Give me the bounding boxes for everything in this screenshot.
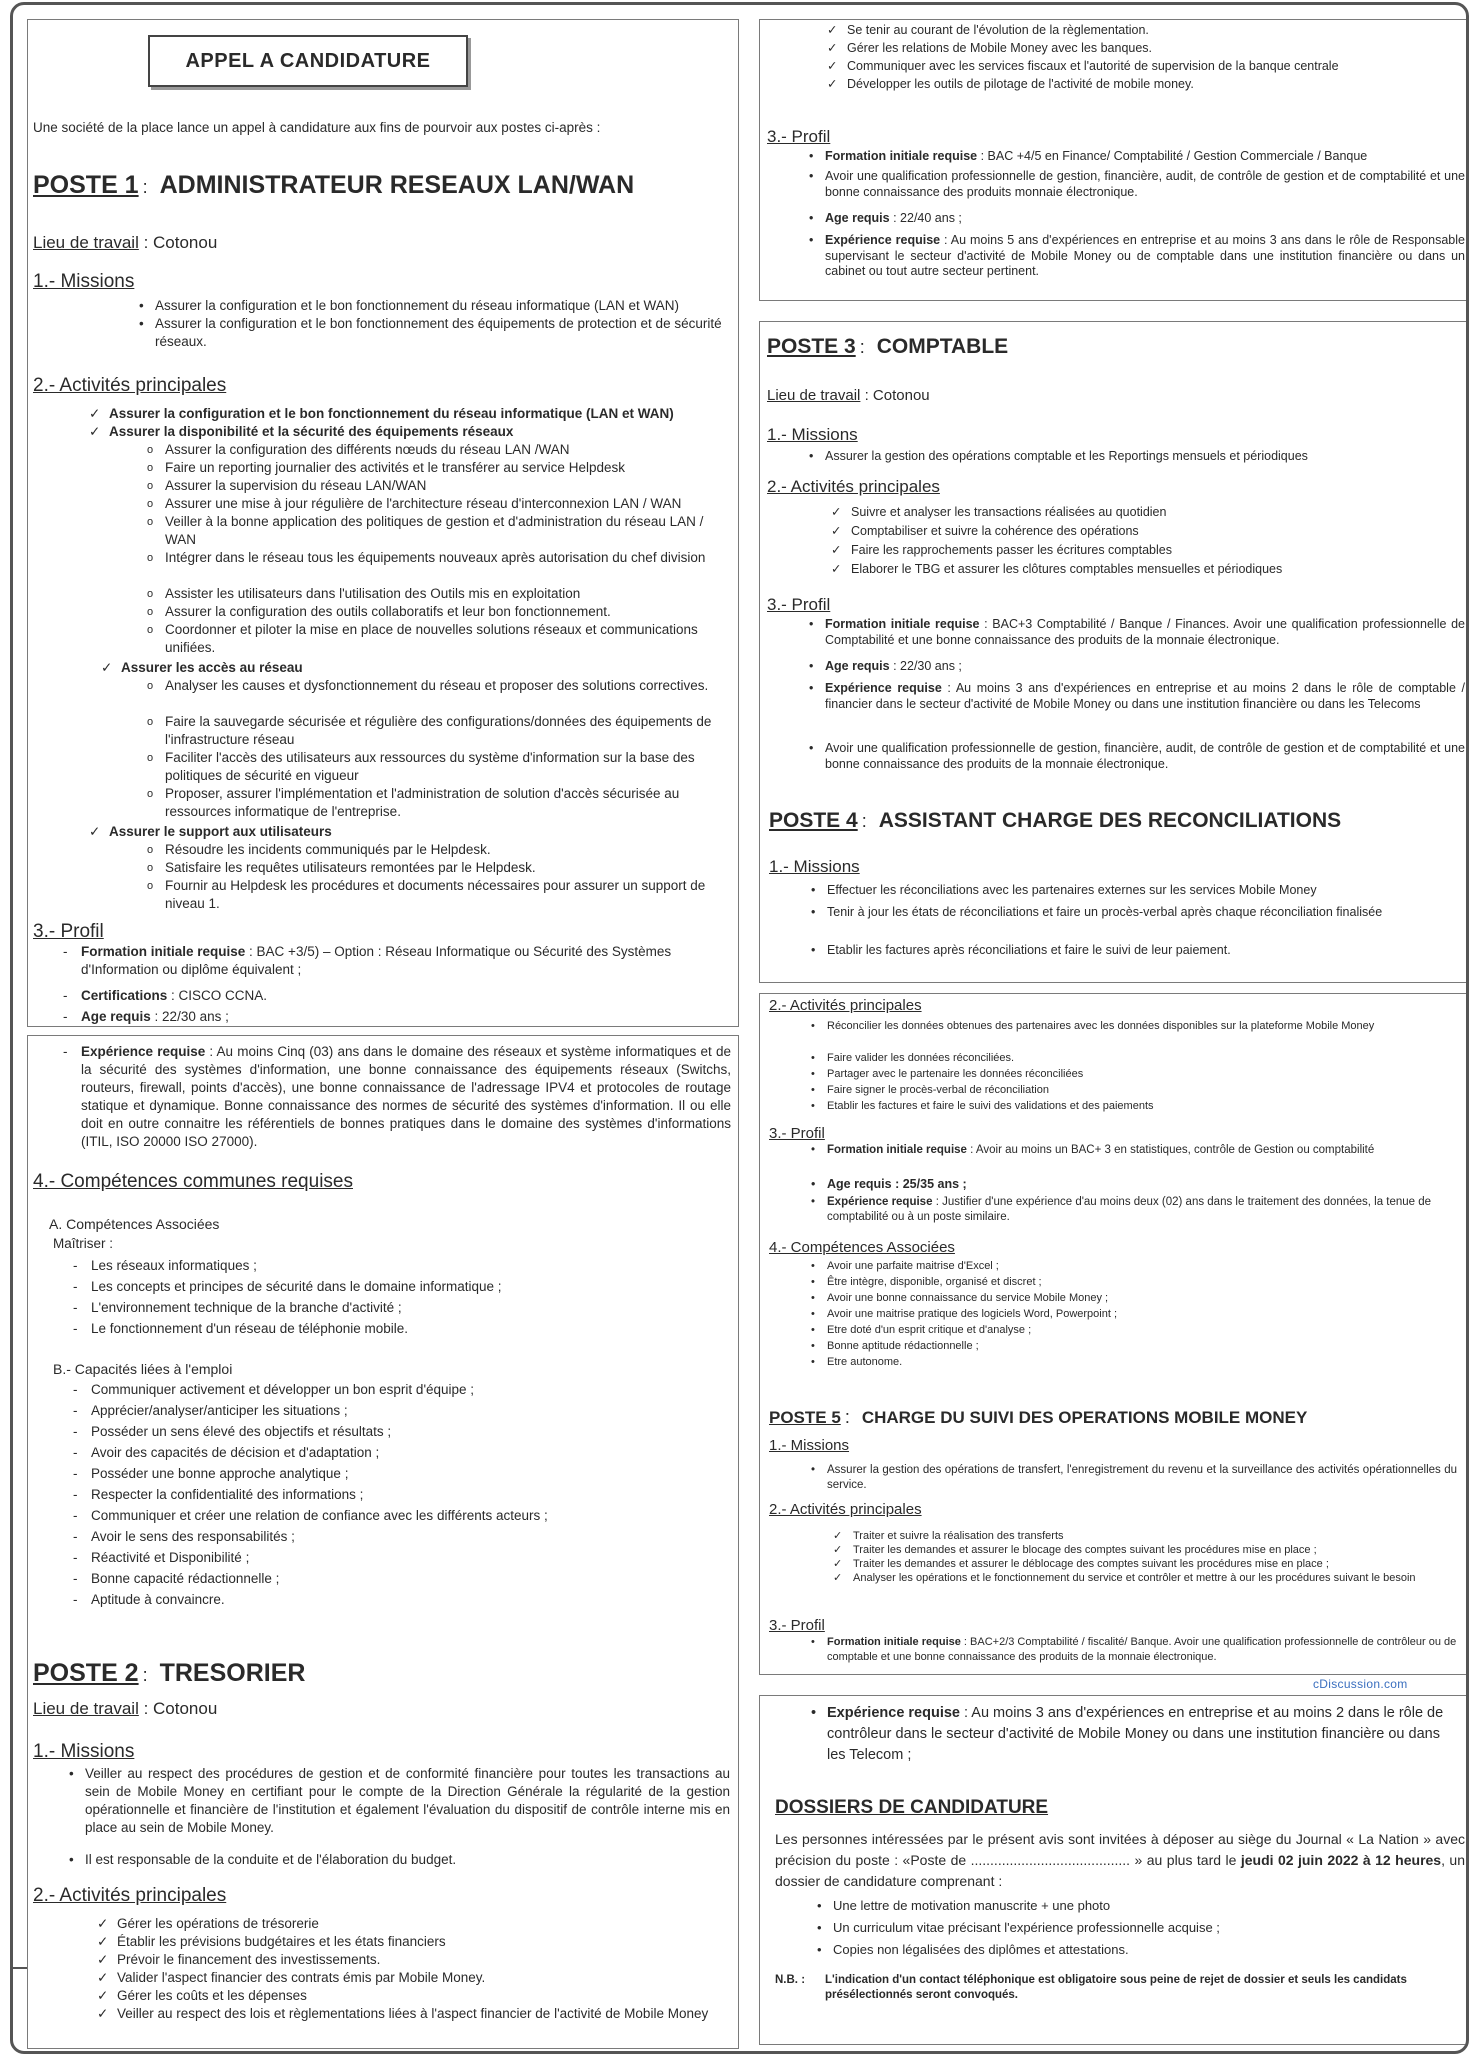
list-item: o Faire un reporting journalier des activités et le transférer au service Helpdesk xyxy=(165,459,725,477)
list-item: ✓ Valider l'aspect financier des contrats émis par Mobile Money. xyxy=(117,1969,732,1987)
poste3-qualif: • Avoir une qualification professionnelle de gestion, financière, audit, de contrôle de gestion et de comptabilité et une bonne connaissance des produits de la monnaie électronique. xyxy=(825,741,1465,772)
list-item: - Bonne capacité rédactionnelle ; xyxy=(91,1570,279,1588)
list-item: • Effectuer les réconciliations avec les partenaires externes sur les services Mobile Money xyxy=(827,881,1457,899)
list-item: ✓ Traiter les demandes et assurer le blocage des comptes suivant les procédures mise en place ; xyxy=(853,1543,1453,1557)
nb-label: N.B. : xyxy=(775,1974,806,1986)
poste1-formation: - Formation initiale requise : BAC +3/5) – Option : Réseau Informatique ou Sécurité des Systèmes d'Information ou diplôme équivalent ; xyxy=(81,943,731,979)
list-item: o Veiller à la bonne application des politiques de gestion et d'administration du réseau LAN / WAN xyxy=(165,513,725,549)
poste2-age: • Age requis : 22/40 ans ; xyxy=(825,211,962,227)
list-item: • Bonne aptitude rédactionnelle ; xyxy=(827,1339,979,1353)
list-item: ✓ Gérer les coûts et les dépenses xyxy=(117,1987,732,2005)
poste4-heading: POSTE 4 : ASSISTANT CHARGE DES RECONCILIATIONS xyxy=(769,809,1342,832)
poste1-experience: - Expérience requise : Au moins Cinq (03) ans dans le domaine des réseaux et système informatiques et de la sécurité des systèmes d'information, une bonne connaissance des équipements réseaux (Switchs, routeurs, firewall, points d'accès), une bonne connaissance de l'adressage IPV4 et protocoles de routage statique et dynamique. Bonne connaissance des normes de sécurité des systèmes d'information. Il ou elle doit en outre connaitre les référentiels de bonnes pratiques dans le domaine des systèmes d'informations (ITIL, ISO 20000 ISO 27000). xyxy=(81,1043,731,1151)
comp-b-title: B.- Capacités liées à l'emploi xyxy=(53,1361,233,1377)
poste5-profil-heading: 3.- Profil xyxy=(769,1617,825,1634)
list-item: o Assister les utilisateurs dans l'utilisation des Outils mis en exploitation xyxy=(165,585,725,603)
list-item: • Etablir les factures et faire le suivi des validations et des paiements xyxy=(827,1099,1457,1113)
poste5-missions-heading: 1.- Missions xyxy=(769,1437,850,1454)
document-page xyxy=(10,2,1469,2054)
list-item: ✓ Faire les rapprochements passer les écritures comptables xyxy=(851,543,1172,559)
poste4-missions-heading: 1.- Missions xyxy=(769,857,860,876)
list-item: • Etablir les factures après réconciliations et faire le suivi de leur paiement. xyxy=(827,941,1457,959)
list-item: ✓ Comptabiliser et suivre la cohérence des opérations xyxy=(851,524,1139,540)
poste3-heading: POSTE 3 : COMPTABLE xyxy=(767,335,1009,358)
poste1-lieu: Lieu de travail : Cotonou xyxy=(33,233,218,252)
poste2-lieu: Lieu de travail : Cotonou xyxy=(33,1699,218,1718)
list-item: • Veiller au respect des procédures de gestion et de conformité financière pour toutes les transactions au sein de Mobile Money en certifiant pour le compte de la Direction Générale la régularité de la gestion opérationnelle et financière de l'institution et également l'évaluation du dispositif de contrôle interne mis en place au sein de Mobile Money. xyxy=(85,1765,730,1837)
list-item: o Assurer la configuration des différents nœuds du réseau LAN /WAN xyxy=(165,441,725,459)
list-item: o Proposer, assurer l'implémentation et l'administration de solution d'accès sécurisée au ressources informatique de l'entreprise. xyxy=(165,785,725,821)
list-item: ✓ Analyser les opérations et le fonctionnement du service et contrôler et mettre à our les procédures suivant le besoin xyxy=(853,1571,1453,1585)
poste1-age: - Age requis : 22/30 ans ; xyxy=(81,1008,229,1026)
list-item: - Les réseaux informatiques ; xyxy=(91,1257,257,1275)
nb-text: L'indication d'un contact téléphonique est obligatoire sous peine de rejet de dossier et seuls les candidats présélectionnés seront convoqués. xyxy=(825,1974,1407,2001)
list-item: ✓ Assurer les accès au réseau xyxy=(121,659,303,677)
list-item: ✓ Traiter et suivre la réalisation des transferts xyxy=(853,1529,1453,1543)
list-item: - Posséder un sens élevé des objectifs et résultats ; xyxy=(91,1423,391,1441)
list-item: ✓ Prévoir le financement des investissements. xyxy=(117,1951,732,1969)
list-item: ✓ Assurer la configuration et le bon fonctionnement du réseau informatique (LAN et WAN) xyxy=(109,405,729,423)
list-item: o Coordonner et piloter la mise en place de nouvelles solutions réseaux et communications unifiées. xyxy=(165,621,725,657)
poste2-formation: • Formation initiale requise : BAC +4/5 en Finance/ Comptabilité / Gestion Commerciale / Banque xyxy=(825,149,1465,165)
list-item: ✓ Gérer les opérations de trésorerie xyxy=(117,1915,732,1933)
list-item: - Aptitude à convaincre. xyxy=(91,1591,225,1609)
list-item: • Un curriculum vitae précisant l'expérience professionnelle acquise ; xyxy=(833,1919,1220,1937)
list-item: ✓ Suivre et analyser les transactions réalisées au quotidien xyxy=(851,505,1166,521)
list-item: ✓ Établir les prévisions budgétaires et les états financiers xyxy=(117,1933,732,1951)
list-item: ✓ Gérer les relations de Mobile Money avec les banques. xyxy=(847,41,1152,57)
list-item: ✓ Développer les outils de pilotage de l'activité de mobile money. xyxy=(847,77,1194,93)
poste2-experience: • Expérience requise : Au moins 5 ans d'expériences en entreprise et au moins 3 ans dans le rôle de Responsable supervisant le secteur d'activité de Mobile Money ou de comptable dans une institution financière ou dans un cabinet ou tout autre secteur pertinent. xyxy=(825,233,1465,280)
list-item: o Fournir au Helpdesk les procédures et documents nécessaires pour assurer un support de niveau 1. xyxy=(165,877,725,913)
list-item: • Etre autonome. xyxy=(827,1355,902,1369)
list-item: - Réactivité et Disponibilité ; xyxy=(91,1549,249,1567)
list-item: • Assurer la configuration et le bon fonctionnement des équipements de protection et de sécurité réseaux. xyxy=(155,315,730,351)
poste2-missions-heading: 1.- Missions xyxy=(33,1741,135,1762)
poste2-qualif: • Avoir une qualification professionnelle de gestion, financière, audit, de contrôle de gestion et de comptabilité et une bonne connaissance des produits monnaie électronique. xyxy=(825,169,1465,200)
poste4-activites-heading: 2.- Activités principales xyxy=(769,997,922,1014)
list-item: • Faire valider les données réconciliées. xyxy=(827,1051,1457,1065)
dossiers-text: Les personnes intéressées par le présent avis sont invitées à déposer au siège du Journal « La Nation » avec précision du poste : «Poste de ......................................... » au plus tard le jeudi 02 juin 2022 à 12 heures, un dossier de candidature comprenant : xyxy=(775,1831,1466,1889)
list-item: o Assurer une mise à jour régulière de l'architecture réseau d'interconnexion LAN / WAN xyxy=(165,495,725,513)
list-item: • Être intègre, disponible, organisé et discret ; xyxy=(827,1275,1042,1289)
list-item: o Faciliter l'accès des utilisateurs aux ressources du système d'information sur la base des politiques de sécurité en vigueur xyxy=(165,749,725,785)
list-item: - Les concepts et principes de sécurité dans le domaine informatique ; xyxy=(91,1278,501,1296)
list-item: ✓ Se tenir au courant de l'évolution de la règlementation. xyxy=(847,23,1149,39)
list-item: • Faire signer le procès-verbal de réconciliation xyxy=(827,1083,1457,1097)
poste1-missions-heading: 1.- Missions xyxy=(33,271,135,292)
list-item: - Apprécier/analyser/anticiper les situations ; xyxy=(91,1402,348,1420)
poste3-missions-heading: 1.- Missions xyxy=(767,425,858,444)
list-item: - Communiquer et créer une relation de confiance avec les différents acteurs ; xyxy=(91,1507,548,1525)
list-item: ✓ Traiter les demandes et assurer le déblocage des comptes suivant les procédures mise en place ; xyxy=(853,1557,1453,1571)
list-item: o Faire la sauvegarde sécurisée et régulière des configurations/données des équipements de l'infrastructure réseau xyxy=(165,713,725,749)
poste5-experience: • Expérience requise : Au moins 3 ans d'expériences en entreprise et au moins 2 dans le rôle de contrôleur dans le secteur d'activité de Mobile Money ou dans une institution financière ou dans les Telecom ; xyxy=(827,1703,1457,1766)
poste1-heading: POSTE 1 : ADMINISTRATEUR RESEAUX LAN/WAN xyxy=(33,171,635,199)
list-item: ✓ Assurer la disponibilité et la sécurité des équipements réseaux xyxy=(109,423,729,441)
list-item: • Il est responsable de la conduite et de l'élaboration du budget. xyxy=(85,1851,456,1869)
poste3-activites-heading: 2.- Activités principales xyxy=(767,477,940,496)
poste4-formation: • Formation initiale requise : Avoir au moins un BAC+ 3 en statistiques, contrôle de Gestion ou comptabilité xyxy=(827,1143,1457,1158)
poste2-activites-heading: 2.- Activités principales xyxy=(33,1885,227,1906)
list-item: - Le fonctionnement d'un réseau de téléphonie mobile. xyxy=(91,1320,408,1338)
list-item: • Assurer la configuration et le bon fonctionnement du réseau informatique (LAN et WAN) xyxy=(155,297,730,315)
list-item: ✓ Assurer le support aux utilisateurs xyxy=(109,823,332,841)
list-item: o Analyser les causes et dysfonctionnement du réseau et proposer des solutions correctives. xyxy=(165,677,725,695)
poste3-lieu: Lieu de travail : Cotonou xyxy=(767,387,930,404)
poste1-number: POSTE 1 xyxy=(33,171,139,199)
poste5-heading: POSTE 5 : CHARGE DU SUIVI DES OPERATIONS MOBILE MONEY xyxy=(769,1407,1308,1427)
poste5-activites-heading: 2.- Activités principales xyxy=(769,1501,922,1518)
poste3-profil-heading: 3.- Profil xyxy=(767,595,831,614)
poste1-activites-heading: 2.- Activités principales xyxy=(33,375,227,396)
list-item: o Satisfaire les requêtes utilisateurs remontées par le Helpdesk. xyxy=(165,859,725,877)
poste1-title: ADMINISTRATEUR RESEAUX LAN/WAN xyxy=(159,171,635,199)
poste3-age: • Age requis : 22/30 ans ; xyxy=(825,659,962,675)
list-item: • Une lettre de motivation manuscrite + une photo xyxy=(833,1897,1110,1915)
page-title: APPEL A CANDIDATURE xyxy=(148,35,468,87)
list-item: ✓ Elaborer le TBG et assurer les clôtures comptables mensuelles et périodiques xyxy=(851,562,1282,578)
list-item: • Copies non légalisées des diplômes et attestations. xyxy=(833,1941,1129,1959)
list-item: • Avoir une bonne connaissance du service Mobile Money ; xyxy=(827,1291,1108,1305)
comp-a-intro: Maîtriser : xyxy=(53,1236,114,1251)
poste1-certifications: - Certifications : CISCO CCNA. xyxy=(81,987,267,1005)
poste4-age: • Age requis : 25/35 ans ; xyxy=(827,1177,967,1193)
dossiers-title: DOSSIERS DE CANDIDATURE xyxy=(775,1797,1049,1818)
list-item: ✓ Veiller au respect des lois et règlementations liées à l'aspect financier de l'activité de Mobile Money xyxy=(117,2005,732,2023)
list-item: - Communiquer activement et développer un bon esprit d'équipe ; xyxy=(91,1381,474,1399)
poste4-profil-heading: 3.- Profil xyxy=(769,1125,825,1142)
list-item: - Respecter la confidentialité des informations ; xyxy=(91,1486,363,1504)
list-item: - Avoir le sens des responsabilités ; xyxy=(91,1528,295,1546)
poste2-heading: POSTE 2 : TRESORIER xyxy=(33,1659,306,1687)
comp-a-title: A. Compétences Associées xyxy=(49,1216,220,1232)
watermark: cDiscussion.com xyxy=(1313,1677,1408,1691)
poste3-experience: • Expérience requise : Au moins 3 ans d'expériences en entreprise et au moins 2 dans le rôle de comptable / financier dans le secteur d'activité de Mobile Money ou dans une institution financière ou dans les Telecoms xyxy=(825,681,1465,712)
list-item: - Posséder une bonne approche analytique ; xyxy=(91,1465,348,1483)
list-item: • Partager avec le partenaire les données réconciliées xyxy=(827,1067,1457,1081)
bottom-fold xyxy=(13,1967,27,1973)
list-item: - L'environnement technique de la branche d'activité ; xyxy=(91,1299,402,1317)
list-item: • Tenir à jour les états de réconciliations et faire un procès-verbal après chaque réconciliation finalisée xyxy=(827,903,1457,921)
list-item: - Avoir des capacités de décision et d'adaptation ; xyxy=(91,1444,379,1462)
list-item: o Assurer la supervision du réseau LAN/WAN xyxy=(165,477,725,495)
poste2-profil-heading: 3.- Profil xyxy=(767,127,831,146)
list-item: o Assurer la configuration des outils collaboratifs et leur bon fonctionnement. xyxy=(165,603,725,621)
competences-communes-heading: 4.- Compétences communes requises xyxy=(33,1171,353,1192)
intro-text: Une société de la place lance un appel à candidature aux fins de pourvoir aux postes ci-après : xyxy=(33,120,601,135)
list-item: • Assurer la gestion des opérations de transfert, l'enregistrement du revenu et la surveillance des activités opérationnelles du service. xyxy=(827,1463,1457,1493)
list-item: o Intégrer dans le réseau tous les équipements nouveaux après autorisation du chef division xyxy=(165,549,725,567)
poste4-competences-heading: 4.- Compétences Associées xyxy=(769,1239,955,1256)
poste4-experience: • Expérience requise : Justifier d'une expérience d'au moins deux (02) ans dans le traitement des données, la tenue de comptabilité ou à un poste similaire. xyxy=(827,1195,1457,1225)
list-item: ✓ Communiquer avec les services fiscaux et l'autorité de supervision de la banque centrale xyxy=(847,59,1339,75)
poste5-formation: • Formation initiale requise : BAC+2/3 Comptabilité / fiscalité/ Banque. Avoir une qualification professionnelle de contrôleur ou de comptable et une bonne connaissance des produits de la monnaie électronique. xyxy=(827,1635,1457,1664)
poste1-profil-heading: 3.- Profil xyxy=(33,921,104,942)
list-item: • Réconcilier les données obtenues des partenaires avec les données disponibles sur la plateforme Mobile Money xyxy=(827,1019,1457,1033)
list-item: • Avoir une maitrise pratique des logiciels Word, Powerpoint ; xyxy=(827,1307,1117,1321)
list-item: • Avoir une parfaite maitrise d'Excel ; xyxy=(827,1259,999,1273)
list-item: • Assurer la gestion des opérations comptable et les Reportings mensuels et périodiques xyxy=(825,449,1308,465)
list-item: o Résoudre les incidents communiqués par le Helpdesk. xyxy=(165,841,725,859)
poste3-formation: • Formation initiale requise : BAC+3 Comptabilité / Banque / Finances. Avoir une qualification professionnelle de Comptabilité et une bonne connaissance des produits de la monnaie électronique. xyxy=(825,617,1465,648)
list-item: • Etre doté d'un esprit critique et d'analyse ; xyxy=(827,1323,1031,1337)
